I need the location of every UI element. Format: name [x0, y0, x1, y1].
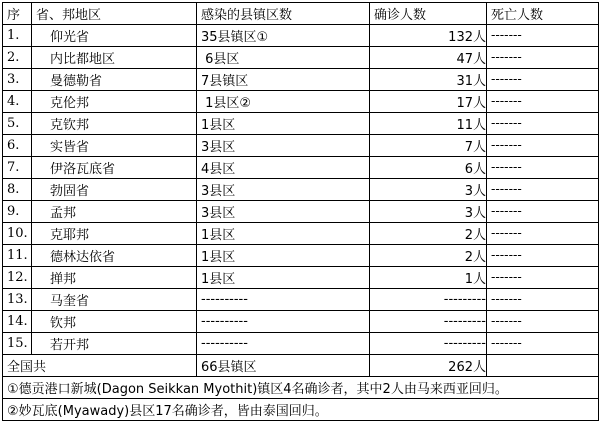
table-row — [3, 135, 599, 157]
row-region — [32, 179, 197, 201]
row-number: 4. — [3, 91, 32, 113]
header-row — [3, 3, 599, 25]
row-townships: 3县区 — [197, 135, 370, 157]
row-confirmed: 132人 — [370, 25, 487, 47]
row-deaths: ------- — [487, 179, 599, 201]
region-name: 德林达依省 — [50, 250, 116, 265]
row-region — [32, 311, 197, 333]
row-number: 1. — [3, 25, 32, 47]
row-confirmed: 3人 — [370, 201, 487, 223]
total-row — [3, 355, 599, 377]
region-name: 勃固省 — [50, 184, 90, 199]
footnote-row — [3, 377, 599, 399]
row-region — [32, 223, 197, 245]
row-number: 10. — [3, 223, 32, 245]
header-no: 序 — [3, 3, 32, 25]
row-confirmed: 47人 — [370, 47, 487, 69]
region-name: 马奎省 — [50, 294, 90, 309]
row-region — [32, 245, 197, 267]
row-deaths: ------- — [487, 289, 599, 311]
row-deaths: ------- — [487, 201, 599, 223]
table-row — [3, 289, 599, 311]
region-name: 钦邦 — [50, 316, 77, 331]
row-confirmed: 6人 — [370, 157, 487, 179]
row-confirmed: 1人 — [370, 267, 487, 289]
footnote: ②妙瓦底(Myawady)县区17名确诊者，皆由泰国回归。 — [3, 399, 599, 421]
row-deaths: ------- — [487, 333, 599, 355]
table-row — [3, 223, 599, 245]
row-region — [32, 91, 197, 113]
row-deaths: ------- — [487, 267, 599, 289]
region-name: 实皆省 — [50, 140, 90, 155]
row-confirmed: --------- — [370, 333, 487, 355]
table-row — [3, 113, 599, 135]
row-townships: 35县镇区① — [197, 25, 370, 47]
row-deaths: ------- — [487, 311, 599, 333]
row-region — [32, 201, 197, 223]
table-row — [3, 267, 599, 289]
row-region — [32, 157, 197, 179]
row-townships: 3县区 — [197, 201, 370, 223]
row-townships: 3县区 — [197, 179, 370, 201]
region-name: 曼德勒省 — [50, 74, 103, 89]
table-row — [3, 69, 599, 91]
row-deaths: ------- — [487, 223, 599, 245]
region-name: 仰光省 — [50, 30, 90, 45]
row-number: 13. — [3, 289, 32, 311]
table-row — [3, 157, 599, 179]
row-number: 8. — [3, 179, 32, 201]
row-number: 2. — [3, 47, 32, 69]
row-townships: ---------- — [197, 311, 370, 333]
region-name: 克钦邦 — [50, 118, 90, 133]
row-deaths: ------- — [487, 69, 599, 91]
row-confirmed: 3人 — [370, 179, 487, 201]
row-townships: 1县区② — [197, 91, 370, 113]
row-townships: 6县区 — [197, 47, 370, 69]
row-townships: 4县区 — [197, 157, 370, 179]
row-deaths: ------- — [487, 47, 599, 69]
region-name: 孟邦 — [50, 206, 77, 221]
row-number: 3. — [3, 69, 32, 91]
table-row — [3, 333, 599, 355]
region-name: 内比都地区 — [50, 52, 116, 67]
row-townships: 1县区 — [197, 223, 370, 245]
row-region — [32, 113, 197, 135]
row-deaths: ------- — [487, 91, 599, 113]
row-number: 9. — [3, 201, 32, 223]
row-townships: 7县镇区 — [197, 69, 370, 91]
total-townships: 66县镇区 — [197, 355, 370, 377]
row-confirmed: 7人 — [370, 135, 487, 157]
row-region — [32, 289, 197, 311]
total-confirmed: 262人 — [370, 355, 487, 377]
row-townships: 1县区 — [197, 113, 370, 135]
header-deaths: 死亡人数 — [487, 3, 599, 25]
row-townships: 1县区 — [197, 245, 370, 267]
region-name: 克伦邦 — [50, 96, 90, 111]
covid-cases-table — [2, 2, 599, 421]
row-number: 6. — [3, 135, 32, 157]
row-confirmed: --------- — [370, 289, 487, 311]
region-name: 若开邦 — [50, 338, 90, 353]
footnote: ①德贡港口新城(Dagon Seikkan Myothit)镇区4名确诊者，其中2人由马来西亚回归。 — [3, 377, 599, 399]
row-deaths: ------- — [487, 245, 599, 267]
header-townships: 感染的县镇区数 — [197, 3, 370, 25]
row-number: 7. — [3, 157, 32, 179]
region-name: 克耶邦 — [50, 228, 90, 243]
row-deaths: ------- — [487, 135, 599, 157]
row-confirmed: 2人 — [370, 223, 487, 245]
table-row — [3, 91, 599, 113]
row-region — [32, 135, 197, 157]
row-number: 11. — [3, 245, 32, 267]
row-number: 12. — [3, 267, 32, 289]
row-confirmed: --------- — [370, 311, 487, 333]
total-deaths — [487, 355, 599, 377]
row-confirmed: 11人 — [370, 113, 487, 135]
row-number: 15. — [3, 333, 32, 355]
region-name: 伊洛瓦底省 — [50, 162, 116, 177]
row-number: 5. — [3, 113, 32, 135]
row-region — [32, 47, 197, 69]
row-townships: ---------- — [197, 289, 370, 311]
row-confirmed: 2人 — [370, 245, 487, 267]
row-region — [32, 25, 197, 47]
table-row — [3, 179, 599, 201]
table-row — [3, 25, 599, 47]
row-deaths: ------- — [487, 157, 599, 179]
footnote-row — [3, 399, 599, 421]
table-row — [3, 47, 599, 69]
row-confirmed: 17人 — [370, 91, 487, 113]
row-townships: ---------- — [197, 333, 370, 355]
row-townships: 1县区 — [197, 267, 370, 289]
region-name: 掸邦 — [50, 272, 77, 287]
row-region — [32, 267, 197, 289]
total-label: 全国共 — [3, 355, 197, 377]
row-region — [32, 333, 197, 355]
row-confirmed: 31人 — [370, 69, 487, 91]
table-row — [3, 311, 599, 333]
header-region: 省、邦地区 — [32, 3, 197, 25]
row-region — [32, 69, 197, 91]
header-confirmed: 确诊人数 — [370, 3, 487, 25]
row-deaths: ------- — [487, 113, 599, 135]
table-row — [3, 201, 599, 223]
row-number: 14. — [3, 311, 32, 333]
table-row — [3, 245, 599, 267]
row-deaths: ------- — [487, 25, 599, 47]
